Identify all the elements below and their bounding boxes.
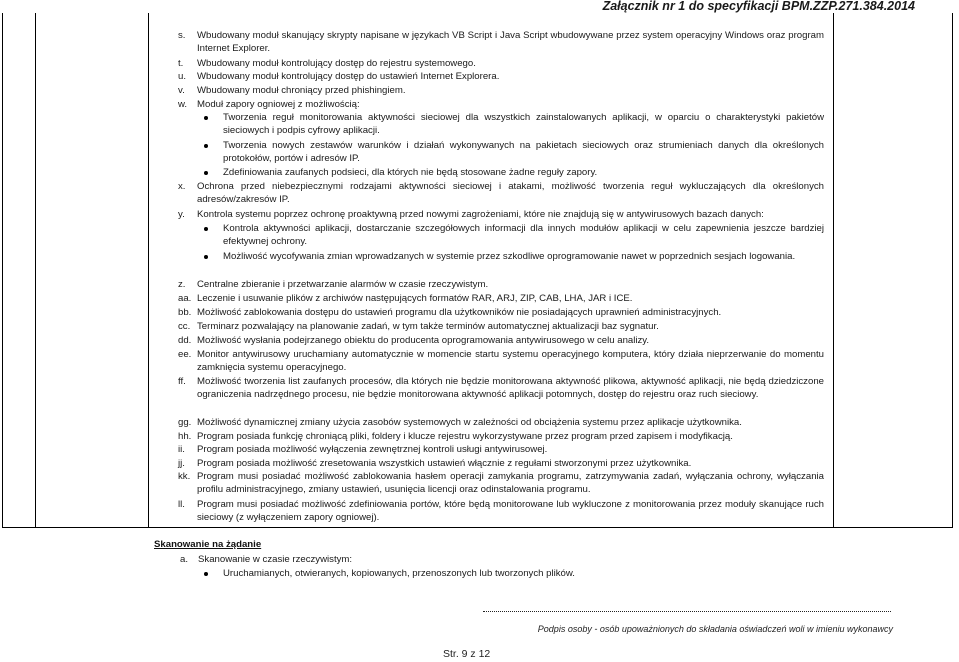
list-item-text: Możliwość dynamicznej zmiany użycia zasobów systemowych w zależności od obciążenia systemu przez aplikacje użytkownika.: [197, 417, 742, 428]
list-item-label: jj.: [178, 458, 185, 469]
list-item-text: Program posiada możliwość wyłączenia zewnętrznej kontroli usługi antywirusowej.: [197, 444, 548, 455]
list-item-label: ll.: [178, 499, 185, 510]
list-item: [178, 29, 824, 55]
page-number: Str. 9 z 12: [443, 648, 491, 660]
bullet-text: Możliwość wycofywania zmian wprowadzanych w systemie przez szkodliwe oprogramowanie nawet w poprzednich sesjach logowania.: [223, 251, 796, 262]
list-item-label: ff.: [178, 376, 186, 387]
list-item-text: Ochrona przed niebezpiecznymi rodzajami aktywności sieciowej i atakami, możliwość tworzenia reguł wykluczających dla określonych adresów/zakresów IP.: [197, 181, 824, 205]
list-item-label: y.: [178, 209, 185, 220]
list-item-text: Możliwość zablokowania dostępu do ustawień programu dla użytkowników nie posiadających uprawnień administracyjnych.: [197, 307, 722, 318]
list-item-label: gg.: [178, 417, 192, 428]
list-item-text: Kontrola systemu poprzez ochronę proaktywną przed nowymi zagrożeniami, które nie znajdują się w antywirusowych bazach danych:: [197, 209, 764, 220]
bullet-text: Tworzenia reguł monitorowania aktywności sieciowej dla wszystkich zainstalowanych aplikacji, w oparciu o charakterystyki pakietów sieciowych i podpis cyfrowy aplikacji.: [223, 112, 824, 136]
list-item-text: Centralne zbieranie i przetwarzanie alarmów w czasie rzeczywistym.: [197, 279, 489, 290]
list-item-label: ii.: [178, 444, 185, 455]
section-title: Skanowanie na żądanie: [154, 539, 262, 550]
list-item-label: w.: [178, 99, 188, 110]
list-item-label: t.: [178, 58, 184, 69]
bullet-text: Kontrola aktywności aplikacji, dostarczanie szczegółowych informacji dla innych modułów aplikacji w celu zapewnienia jeszcze bardziej efektywnej ochrony.: [223, 223, 824, 247]
list-item-text: Wbudowany moduł kontrolujący dostęp do ustawień Internet Explorera.: [197, 71, 500, 82]
list-item-label: a.: [180, 554, 189, 565]
attachment-header: Załącznik nr 1 do specyfikacji BPM.ZZP.271.384.2014: [602, 0, 915, 13]
table-column-divider-1: [35, 13, 36, 527]
list-item-text: Program posiada możliwość zresetowania wszystkich ustawień włącznie z regułami stworzonymi przez użytkownika.: [197, 458, 692, 469]
list-item-label: aa.: [178, 293, 192, 304]
bullet-text: Tworzenia nowych zestawów warunków i działań wykonywanych na pakietach sieciowych oraz strumieniach danych dla określonych protokołów, portów i adresów IP.: [223, 140, 824, 164]
table-border-right: [833, 13, 834, 527]
list-item-text: Wbudowany moduł kontrolujący dostęp do rejestru systemowego.: [197, 58, 476, 69]
bullet-icon: [204, 171, 208, 175]
list-item-label: u.: [178, 71, 187, 82]
list-item-text: Monitor antywirusowy uruchamiany automatycznie w momencie startu systemu operacyjnego komputera, który działa nieprzerwanie do momentu zamknięcia systemu operacyjnego.: [197, 349, 824, 373]
list-item-text: Możliwość wysłania podejrzanego obiektu do producenta oprogramowania antywirusowego w celu analizy.: [197, 335, 650, 346]
list-item-label: dd.: [178, 335, 192, 346]
table-border-far-right: [952, 13, 953, 527]
bullet-icon: [204, 572, 208, 576]
list-item-label: x.: [178, 181, 186, 192]
list-item-text: Program musi posiadać możliwość zdefiniowania portów, które będą monitorowane lub wykluczone z monitorowania przez moduły skanujące ruch sieciowy (z wyłączeniem zapory ogniowej).: [197, 499, 824, 523]
table-border-left: [2, 13, 3, 527]
list-item-text: Wbudowany moduł skanujący skrypty napisane w językach VB Script i Java Script wbudowywane przez system operacyjny Windows oraz program Internet Explorer.: [197, 30, 824, 54]
bullet-icon: [204, 116, 208, 120]
list-item-text: Program musi posiadać możliwość zablokowania hasłem operacji zamykania programu, zatrzymywania zadań, wyłączania ochrony, wyłączania profilu administracyjnego, zmiany ustawień, usunięcia licencji oraz odinstalowania programu.: [197, 471, 824, 495]
signature-caption: Podpis osoby - osób upoważnionych do składania oświadczeń woli w imieniu wykonawcy: [537, 624, 893, 634]
bullet-text: Uruchamianych, otwieranych, kopiowanych, przenoszonych lub tworzonych plików.: [223, 568, 575, 579]
list-item-label: s.: [178, 30, 186, 41]
list-item-text: Program posiada funkcję chroniącą pliki, foldery i klucze rejestru wykorzystywane przez program przed zapisem i modyfikacją.: [197, 431, 733, 442]
bullet-icon: [204, 227, 208, 231]
list-item-label: v.: [178, 85, 185, 96]
table-column-divider-2: [148, 13, 149, 527]
bullet-text: Zdefiniowania zaufanych podsieci, dla których nie będą stosowane żadne reguły zapory.: [223, 167, 598, 178]
list-item-label: ee.: [178, 349, 192, 360]
list-item-text: Moduł zapory ogniowej z możliwością:: [197, 99, 360, 110]
list-item-label: cc.: [178, 321, 191, 332]
list-item-text: Skanowanie w czasie rzeczywistym:: [198, 554, 353, 565]
list-item-label: bb.: [178, 307, 192, 318]
signature-dotted-line: [483, 611, 891, 612]
table-bottom-border: [2, 527, 953, 528]
bullet-icon: [204, 255, 208, 259]
list-item-text: Wbudowany moduł chroniący przed phishingiem.: [197, 85, 406, 96]
list-item-text: Leczenie i usuwanie plików z archiwów następujących formatów RAR, ARJ, ZIP, CAB, LHA, JAR i ICE.: [197, 293, 633, 304]
bullet-icon: [204, 144, 208, 148]
list-item-label: z.: [178, 279, 186, 290]
list-item-label: hh.: [178, 431, 192, 442]
list-item-label: kk.: [178, 471, 191, 482]
list-item-text: Terminarz pozwalający na planowanie zadań, w tym także terminów automatycznej aktualizacji baz sygnatur.: [197, 321, 659, 332]
list-item-text: Możliwość tworzenia list zaufanych procesów, dla których nie będzie monitorowana aktywność plikowa, aktywność aplikacji, nie będą dziedziczone ograniczenia nadrzędnego procesu, nie będzie monitorowana aktywność aplikacji potomnych, dostęp do rejestru oraz ruch sieciowy.: [197, 376, 824, 400]
